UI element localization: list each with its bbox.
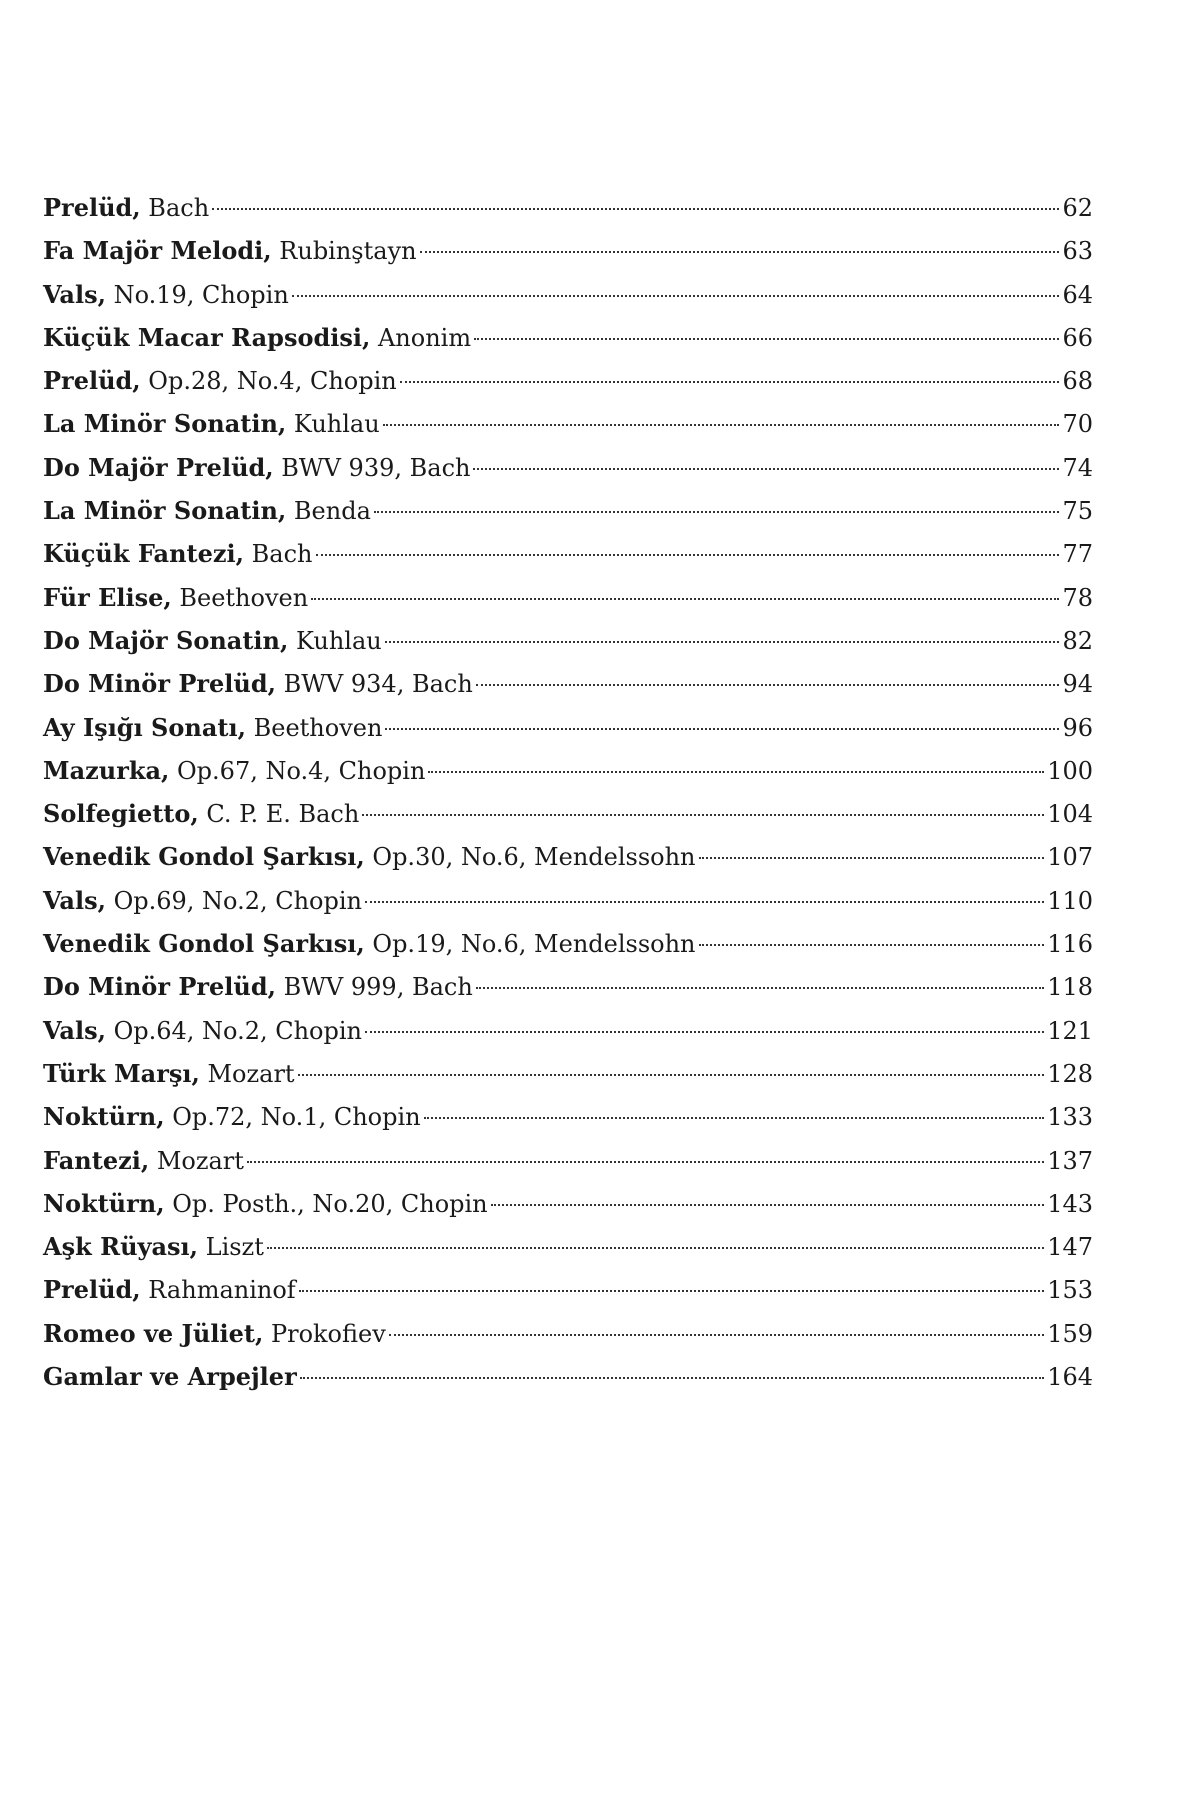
- page-number: 133: [1047, 1103, 1093, 1132]
- entry-title: [43, 1052, 295, 1096]
- entry-title: [43, 879, 362, 923]
- toc-entry[interactable]: [43, 792, 1093, 835]
- piece-composer: Liszt: [198, 1233, 264, 1262]
- entry-title: [43, 1182, 488, 1226]
- dot-leader: [212, 208, 1059, 210]
- page-number: 82: [1062, 626, 1093, 655]
- entry-title: [43, 749, 425, 793]
- page-number: 110: [1047, 886, 1093, 915]
- dot-leader: [299, 1290, 1045, 1292]
- piece-title: Fa Majör Melodi,: [43, 236, 272, 266]
- entry-title: [43, 1312, 386, 1356]
- entry-title: [43, 922, 696, 966]
- dot-leader: [476, 987, 1044, 989]
- entry-title: [43, 316, 471, 360]
- dot-leader: [374, 511, 1060, 513]
- dot-leader: [383, 424, 1060, 426]
- page-number: 96: [1062, 713, 1093, 742]
- piece-title: Vals,: [43, 1015, 106, 1045]
- piece-composer: C. P. E. Bach: [198, 800, 360, 829]
- toc-entry[interactable]: [43, 576, 1093, 619]
- dot-leader: [400, 381, 1060, 383]
- toc-entry[interactable]: [43, 1312, 1093, 1355]
- page-number: 153: [1047, 1276, 1093, 1305]
- page-number: 63: [1062, 237, 1093, 266]
- toc-entry[interactable]: [43, 1355, 1093, 1398]
- piece-composer: BWV 934, Bach: [275, 670, 473, 699]
- page-number: 77: [1062, 540, 1093, 569]
- piece-title: Noktürn,: [43, 1188, 165, 1218]
- dot-leader: [300, 1377, 1044, 1379]
- page-number: 64: [1062, 280, 1093, 309]
- piece-title: Türk Marşı,: [43, 1058, 200, 1088]
- dot-leader: [476, 684, 1060, 686]
- page-number: 74: [1062, 453, 1093, 482]
- toc-entry[interactable]: [43, 749, 1093, 792]
- page-number: 78: [1062, 583, 1093, 612]
- piece-composer: Anonim: [370, 323, 472, 352]
- page-number: 75: [1062, 497, 1093, 526]
- piece-title: Mazurka,: [43, 755, 170, 785]
- entry-title: [43, 1009, 362, 1053]
- piece-composer: Prokofiev: [263, 1319, 386, 1348]
- piece-title: Fantezi,: [43, 1145, 150, 1175]
- toc-entry[interactable]: [43, 186, 1093, 229]
- entry-title: [43, 835, 696, 879]
- toc-entry[interactable]: [43, 489, 1093, 532]
- piece-composer: Beethoven: [245, 713, 383, 742]
- dot-leader: [362, 814, 1044, 816]
- piece-title: La Minör Sonatin,: [43, 409, 287, 439]
- entry-title: [43, 1095, 421, 1139]
- entry-title: [43, 359, 397, 403]
- piece-title: Prelüd,: [43, 366, 141, 396]
- piece-composer: Op.69, No.2, Chopin: [105, 886, 362, 915]
- entry-title: [43, 965, 473, 1009]
- piece-title: Noktürn,: [43, 1102, 165, 1132]
- piece-composer: Op.64, No.2, Chopin: [105, 1016, 362, 1045]
- entry-title: [43, 662, 473, 706]
- piece-title: La Minör Sonatin,: [43, 496, 287, 526]
- page-number: 66: [1062, 323, 1093, 352]
- page-number: 159: [1047, 1319, 1093, 1348]
- dot-leader: [298, 1074, 1045, 1076]
- page-number: 107: [1047, 843, 1093, 872]
- piece-composer: Op.19, No.6, Mendelssohn: [364, 930, 696, 959]
- piece-composer: Op.28, No.4, Chopin: [140, 367, 397, 396]
- piece-title: Do Majör Prelüd,: [43, 452, 274, 482]
- toc-entry[interactable]: [43, 1225, 1093, 1268]
- entry-title: [43, 273, 289, 317]
- page-number: 137: [1047, 1146, 1093, 1175]
- dot-leader: [292, 295, 1060, 297]
- toc-entry[interactable]: [43, 273, 1093, 316]
- dot-leader: [491, 1204, 1045, 1206]
- dot-leader: [473, 468, 1059, 470]
- toc-entry[interactable]: [43, 1052, 1093, 1095]
- piece-title: Ay Işığı Sonatı,: [43, 712, 246, 742]
- piece-title: Prelüd,: [43, 193, 141, 222]
- piece-composer: Op.72, No.1, Chopin: [164, 1103, 421, 1132]
- toc-entry[interactable]: [43, 1182, 1093, 1225]
- dot-leader: [311, 598, 1059, 600]
- entry-title: [43, 532, 313, 576]
- piece-title: Venedik Gondol Şarkısı,: [43, 842, 365, 872]
- piece-title: Prelüd,: [43, 1275, 141, 1305]
- toc-entry[interactable]: [43, 879, 1093, 922]
- piece-title: Do Minör Prelüd,: [43, 669, 276, 699]
- entry-title: [43, 1268, 296, 1312]
- page-number: 164: [1047, 1363, 1093, 1392]
- entry-title: [43, 489, 371, 533]
- piece-composer: Op.30, No.6, Mendelssohn: [364, 843, 696, 872]
- toc-entry[interactable]: [43, 316, 1093, 359]
- entry-title: [43, 1139, 244, 1183]
- entry-title: [43, 1355, 297, 1399]
- piece-composer: Rubinştayn: [271, 237, 417, 266]
- dot-leader: [385, 641, 1060, 643]
- piece-title: Für Elise,: [43, 582, 172, 612]
- toc-entry[interactable]: [43, 706, 1093, 749]
- piece-composer: Bach: [244, 540, 313, 569]
- piece-title: Do Majör Sonatin,: [43, 625, 289, 655]
- piece-composer: Mozart: [199, 1059, 295, 1088]
- dot-leader: [365, 901, 1044, 903]
- page-number: 68: [1062, 367, 1093, 396]
- piece-composer: Op. Posth., No.20, Chopin: [164, 1189, 488, 1218]
- piece-title: Venedik Gondol Şarkısı,: [43, 929, 365, 959]
- toc-entry[interactable]: [43, 1095, 1093, 1138]
- page-number: 121: [1047, 1016, 1093, 1045]
- entry-title: [43, 186, 209, 230]
- page-number: 147: [1047, 1233, 1093, 1262]
- entry-title: [43, 576, 308, 620]
- piece-composer: BWV 939, Bach: [273, 453, 471, 482]
- page-number: 118: [1047, 973, 1093, 1002]
- dot-leader: [428, 771, 1044, 773]
- toc-entry[interactable]: [43, 1268, 1093, 1311]
- piece-composer: Beethoven: [171, 583, 309, 612]
- entry-title: [43, 619, 382, 663]
- entry-title: [43, 446, 470, 490]
- toc-entry[interactable]: [43, 965, 1093, 1008]
- piece-title: Aşk Rüyası,: [43, 1232, 198, 1262]
- piece-composer: Bach: [140, 194, 210, 222]
- dot-leader: [420, 251, 1060, 253]
- piece-title: Romeo ve Jüliet,: [43, 1318, 264, 1348]
- page-number: 104: [1047, 800, 1093, 829]
- dot-leader: [247, 1161, 1044, 1163]
- toc-entry[interactable]: [43, 835, 1093, 878]
- piece-title: Küçük Macar Rapsodisi,: [43, 322, 371, 352]
- entry-title: [43, 402, 380, 446]
- piece-composer: Kuhlau: [288, 626, 382, 655]
- piece-title: Solfegietto,: [43, 799, 199, 829]
- toc-entry[interactable]: [43, 532, 1093, 575]
- page-number: 128: [1047, 1059, 1093, 1088]
- toc-entry[interactable]: [43, 1139, 1093, 1182]
- piece-composer: Benda: [286, 497, 371, 526]
- toc-entry[interactable]: [43, 1009, 1093, 1052]
- piece-composer: Mozart: [149, 1146, 244, 1175]
- toc-entry[interactable]: [43, 229, 1093, 272]
- piece-composer: No.19, Chopin: [105, 280, 289, 309]
- dot-leader: [389, 1334, 1044, 1336]
- piece-title: Gamlar ve Arpejler: [43, 1362, 297, 1392]
- piece-composer: Rahmaninof: [140, 1276, 296, 1305]
- dot-leader: [267, 1247, 1044, 1249]
- dot-leader: [424, 1117, 1045, 1119]
- dot-leader: [699, 857, 1045, 859]
- piece-title: Vals,: [43, 279, 106, 309]
- piece-title: Küçük Fantezi,: [43, 539, 245, 569]
- entry-title: [43, 229, 417, 273]
- entry-title: [43, 1225, 264, 1269]
- piece-composer: Kuhlau: [286, 410, 380, 439]
- page-number: 62: [1062, 194, 1093, 222]
- piece-title: Vals,: [43, 885, 106, 915]
- piece-title: Do Minör Prelüd,: [43, 972, 276, 1002]
- toc-entry[interactable]: [43, 922, 1093, 965]
- page-number: 100: [1047, 756, 1093, 785]
- entry-title: [43, 706, 382, 750]
- piece-composer: Op.67, No.4, Chopin: [169, 756, 426, 785]
- toc-entry[interactable]: [43, 402, 1093, 445]
- toc-entry[interactable]: [43, 446, 1093, 489]
- toc-entry[interactable]: [43, 662, 1093, 705]
- page-number: 70: [1062, 410, 1093, 439]
- entry-title: [43, 792, 359, 836]
- piece-composer: BWV 999, Bach: [275, 973, 473, 1002]
- dot-leader: [474, 338, 1059, 340]
- dot-leader: [316, 554, 1060, 556]
- dot-leader: [385, 728, 1059, 730]
- page-number: 143: [1047, 1189, 1093, 1218]
- toc-entry[interactable]: [43, 619, 1093, 662]
- page-number: 116: [1047, 930, 1093, 959]
- page-number: 94: [1062, 670, 1093, 699]
- dot-leader: [365, 1031, 1044, 1033]
- table-of-contents: [43, 186, 1093, 1398]
- toc-entry[interactable]: [43, 359, 1093, 402]
- dot-leader: [699, 944, 1045, 946]
